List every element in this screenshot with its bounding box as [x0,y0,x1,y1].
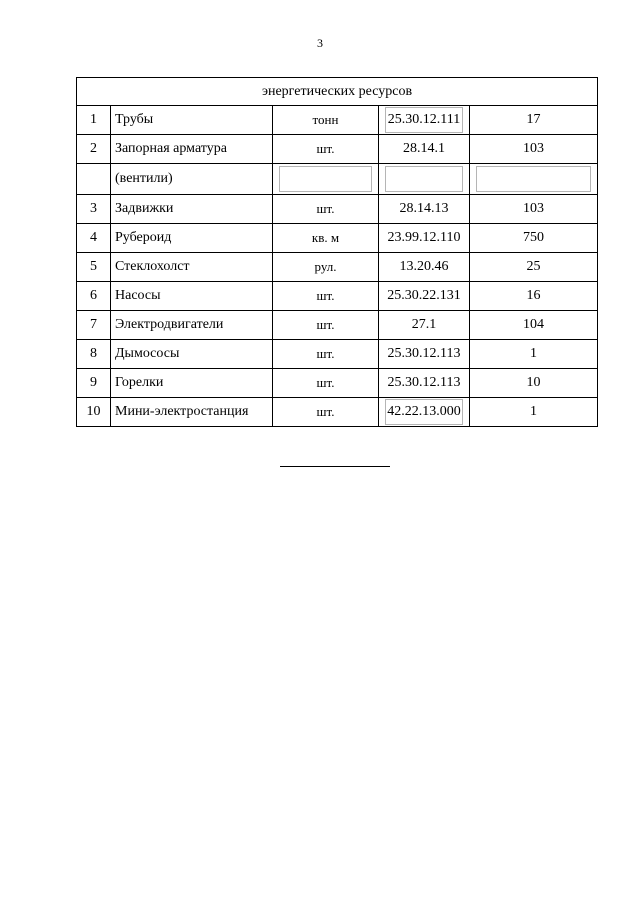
row-number: 6 [77,282,111,311]
row-number: 1 [77,106,111,135]
item-quantity: 750 [470,224,598,253]
item-quantity-empty [470,164,598,195]
item-name: Задвижки [111,195,273,224]
row-number: 10 [77,398,111,427]
item-quantity: 1 [470,398,598,427]
item-name: Рубероид [111,224,273,253]
end-rule [280,466,390,467]
page-number: 3 [317,36,323,50]
row-number: 9 [77,369,111,398]
item-name: Электродвигатели [111,311,273,340]
item-quantity: 17 [470,106,598,135]
item-code-cell [379,106,470,135]
item-name: Горелки [111,369,273,398]
table-heading: энергетических ресурсов [77,78,598,106]
empty-box [476,166,591,192]
empty-box [279,166,372,192]
item-unit: шт. [273,340,379,369]
table-row-continuation [77,164,598,195]
row-number: 4 [77,224,111,253]
item-unit: рул. [273,253,379,282]
row-number: 5 [77,253,111,282]
item-unit: кв. м [273,224,379,253]
item-code: 25.30.12.111 [385,107,463,133]
item-code-cell [379,398,470,427]
item-code: 42.22.13.000 [385,399,463,425]
empty-box [385,166,463,192]
table-row [77,369,598,398]
item-code: 28.14.13 [379,195,470,224]
item-name: Насосы [111,282,273,311]
item-code: 25.30.22.131 [379,282,470,311]
table-row [77,195,598,224]
item-quantity: 104 [470,311,598,340]
item-name: Дымососы [111,340,273,369]
item-unit: шт. [273,282,379,311]
item-quantity: 10 [470,369,598,398]
table-row [77,106,598,135]
item-code: 27.1 [379,311,470,340]
item-unit: тонн [273,106,379,135]
row-number: 2 [77,135,111,164]
item-code: 25.30.12.113 [379,340,470,369]
item-name: Мини-электростанция [111,398,273,427]
item-quantity: 1 [470,340,598,369]
item-name: Стеклохолст [111,253,273,282]
item-code: 25.30.12.113 [379,369,470,398]
table-row [77,340,598,369]
row-number: 7 [77,311,111,340]
table-row [77,398,598,427]
item-unit: шт. [273,195,379,224]
row-number: 8 [77,340,111,369]
table-row [77,311,598,340]
item-quantity: 25 [470,253,598,282]
item-name: Трубы [111,106,273,135]
item-code-empty [379,164,470,195]
table-heading-row [77,78,598,106]
item-name: Запорная арматура [111,135,273,164]
item-unit-empty [273,164,379,195]
item-quantity: 103 [470,195,598,224]
table-row [77,282,598,311]
row-number: 3 [77,195,111,224]
item-code: 23.99.12.110 [379,224,470,253]
item-unit: шт. [273,398,379,427]
resources-table [76,77,598,427]
item-unit: шт. [273,369,379,398]
item-name-continuation: (вентили) [111,164,273,195]
table-row [77,253,598,282]
table-row [77,224,598,253]
item-unit: шт. [273,135,379,164]
item-code: 13.20.46 [379,253,470,282]
item-quantity: 16 [470,282,598,311]
row-number-empty [77,164,111,195]
table-row [77,135,598,164]
item-quantity: 103 [470,135,598,164]
item-unit: шт. [273,311,379,340]
item-code: 28.14.1 [379,135,470,164]
